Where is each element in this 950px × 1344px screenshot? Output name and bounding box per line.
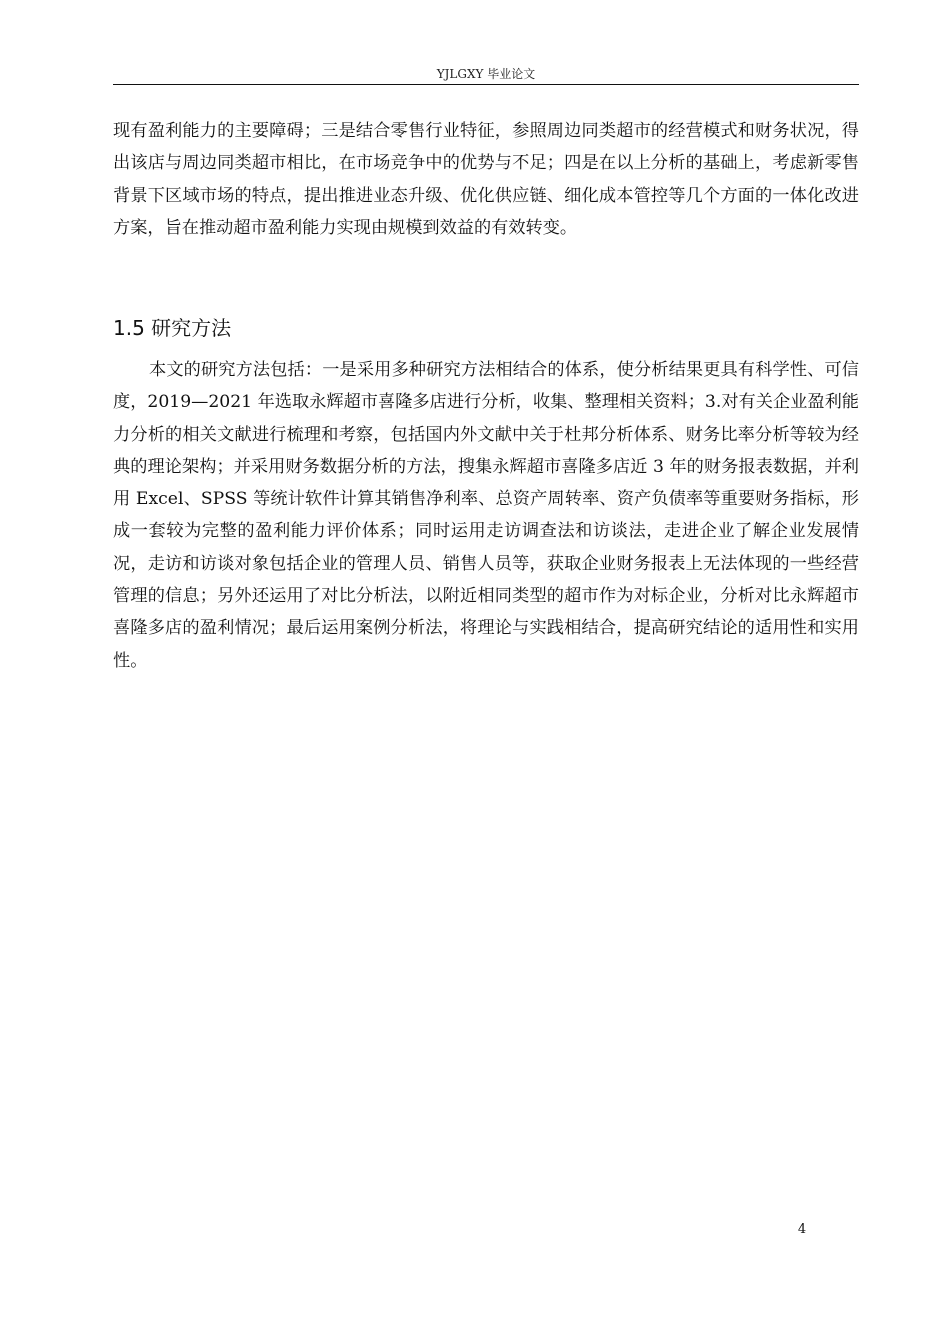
running-header: YJLGXY 毕业论文 xyxy=(436,67,536,81)
page-number-text: 4 xyxy=(797,1222,807,1237)
header-divider xyxy=(113,84,859,85)
section-heading: 1.5 研究方法 xyxy=(113,316,232,340)
page-number xyxy=(0,1222,808,1238)
continuation-paragraph: 现有盈利能力的主要障碍；三是结合零售行业特征，参照周边同类超市的经营模式和财务状况，得出该店与周边同类超市相比，在市场竞争中的优势与不足；四是在以上分析的基础上，考虑新零售背景下区域市场的特点，提出推进业态升级、优化供应链、细化成本管控等几个方面的一体化改进方案，旨在推动超市盈利能力实现由规模到效益的有效转变。 xyxy=(113,121,859,238)
methods-paragraph: 本文的研究方法包括：一是采用多种研究方法相结合的体系，使分析结果更具有科学性、可信度，2019—2021 年选取永辉超市喜隆多店进行分析，收集、整理相关资料；3.对有关企业盈利能力分析的相关文献进行梳理和考察，包括国内外文献中关于杜邦分析体系、财务比率分析等较为经典的理论架构；并采用财务数据分析的方法，搜集永辉超市喜隆多店近 3 年的财务报表数据，并利用 Excel、SPSS 等统计软件计算其销售净利率、总资产周转率、资产负债率等重要财务指标，形成一套较为完整的盈利能力评价体系；同时运用走访调查法和访谈法，走进企业了解企业发展情况，走访和访谈对象包括企业的管理人员、销售人员等，获取企业财务报表上无法体现的一些经营管理的信息；另外还运用了对比分析法，以附近相同类型的超市作为对标企业，分析对比永辉超市喜隆多店的盈利情况；最后运用案例分析法，将理论与实践相结合，提高研究结论的适用性和实用性。 xyxy=(113,360,859,671)
